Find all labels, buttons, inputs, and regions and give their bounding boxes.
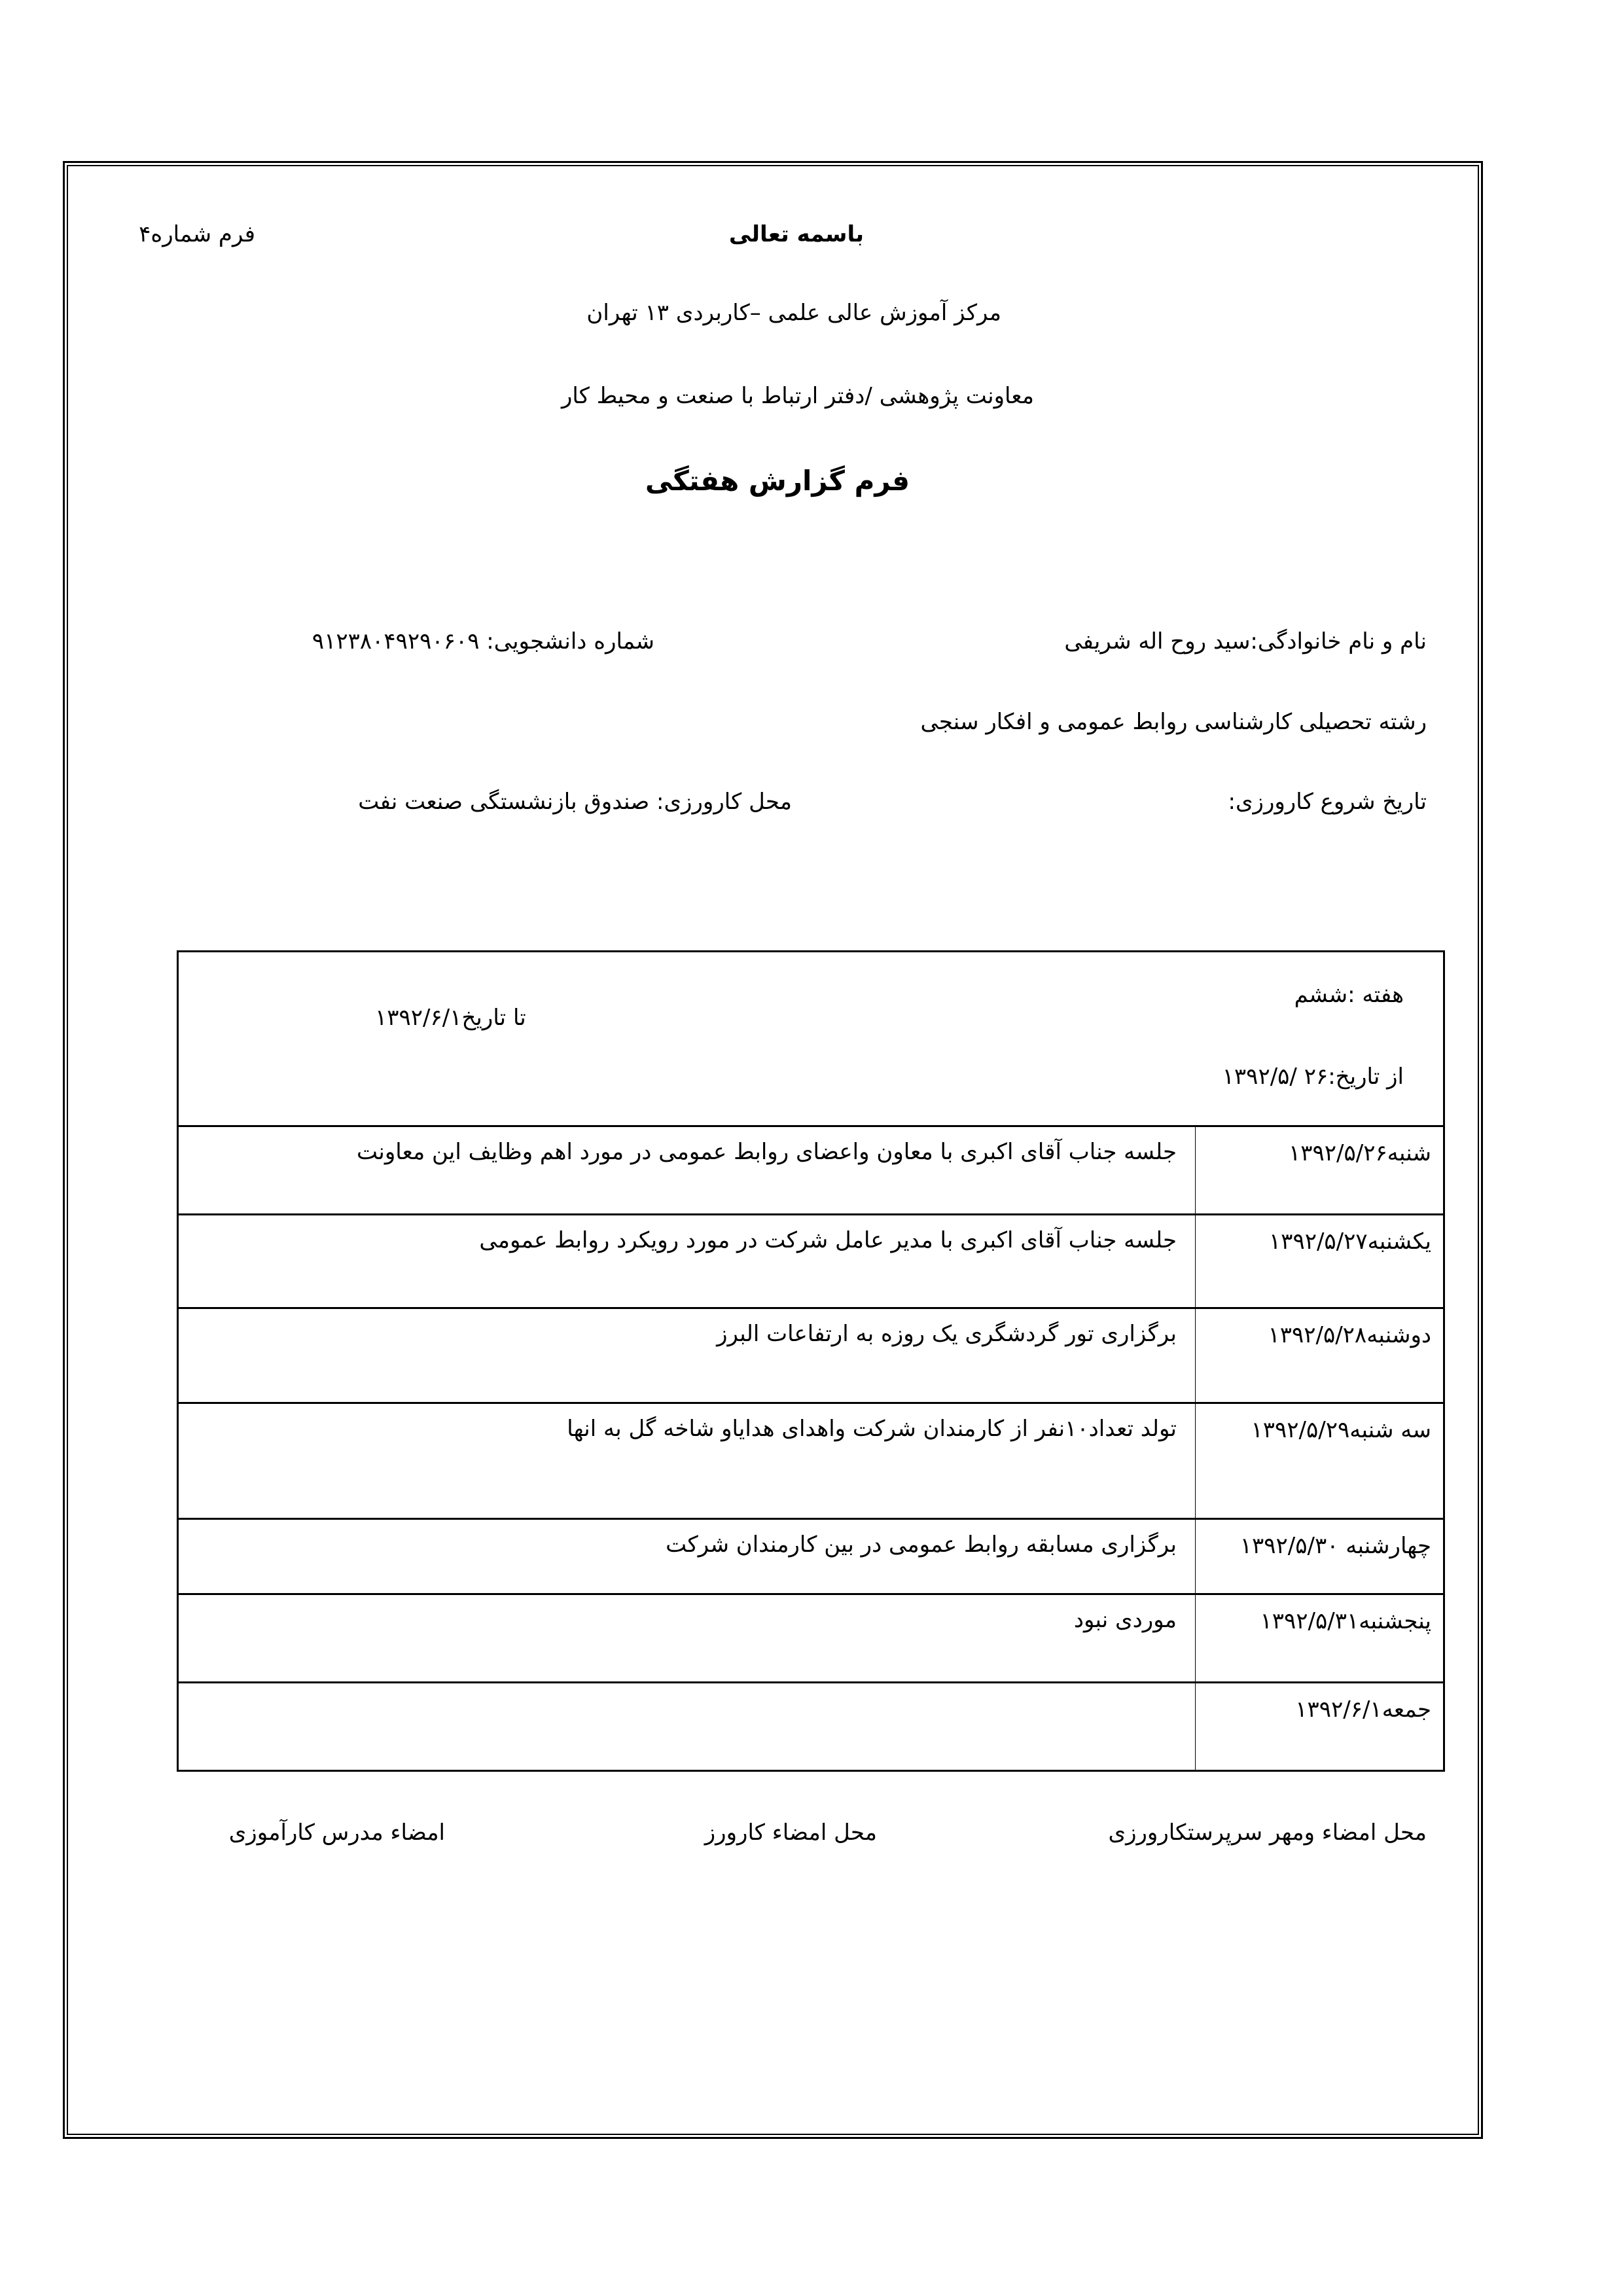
table-row xyxy=(178,1683,1444,1771)
bismillah-heading: باسمه تعالی xyxy=(728,221,864,247)
week-header-cell xyxy=(178,952,1444,1126)
supervisor-signature-label: محل امضاء ومهر سرپرستکارورزی xyxy=(1108,1820,1427,1846)
table-row xyxy=(178,1215,1444,1308)
form-title: فرم گزارش هفتگی xyxy=(645,465,910,497)
activity-cell: برگزاری مسابقه روابط عمومی در بین کارمندان شرکت xyxy=(178,1519,1196,1594)
internship-start-date-field: تاریخ شروع کارورزی: xyxy=(1228,789,1427,815)
major-field: رشته تحصیلی کارشناسی روابط عمومی و افکار سنجی xyxy=(920,709,1427,735)
intern-signature-label: محل امضاء کارورز xyxy=(704,1820,877,1846)
instructor-signature-label: امضاء مدرس کارآموزی xyxy=(228,1820,445,1846)
activity-cell: موردی نبود xyxy=(178,1594,1196,1683)
table-row xyxy=(178,1594,1444,1683)
week-to-date: تا تاریخ۱۳۹۲/۶/۱ xyxy=(375,1005,526,1031)
office-name: معاونت پژوهشی /دفتر ارتباط با صنعت و محیط کار xyxy=(561,383,1034,409)
form-number: فرم شماره۴ xyxy=(139,221,255,247)
activity-cell xyxy=(178,1683,1196,1771)
week-header-row xyxy=(178,952,1444,1126)
table-row xyxy=(178,1126,1444,1215)
day-date-cell: پنجشنبه۱۳۹۲/۵/۳۱ xyxy=(1196,1594,1444,1683)
day-date-cell: جمعه۱۳۹۲/۶/۱ xyxy=(1196,1683,1444,1771)
weekly-report-table xyxy=(177,950,1445,1772)
week-from-date: از تاریخ:۲۶ /۱۳۹۲/۵ xyxy=(1222,1064,1404,1090)
table-row xyxy=(178,1308,1444,1403)
activity-cell: برگزاری تور گردشگری یک روزه به ارتفاعات البرز xyxy=(178,1308,1196,1403)
table-row xyxy=(178,1403,1444,1519)
day-date-cell: دوشنبه۱۳۹۲/۵/۲۸ xyxy=(1196,1308,1444,1403)
activity-cell: تولد تعداد۱۰نفر از کارمندان شرکت واهدای هدایاو شاخه گل به انها xyxy=(178,1403,1196,1519)
day-date-cell: چهارشنبه ۱۳۹۲/۵/۳۰ xyxy=(1196,1519,1444,1594)
internship-location-field: محل کارورزی: صندوق بازنشستگی صنعت نفت xyxy=(358,789,792,815)
day-date-cell: شنبه۱۳۹۲/۵/۲۶ xyxy=(1196,1126,1444,1215)
student-id-field: شماره دانشجویی: ۹۱۲۳۸۰۴۹۲۹۰۶۰۹ xyxy=(312,628,654,655)
activity-cell: جلسه جناب آقای اکبری با معاون واعضای روابط عمومی در مورد اهم وظایف این معاونت xyxy=(178,1126,1196,1215)
student-name-field: نام و نام خانوادگی:سید روح اله شریفی xyxy=(1064,628,1427,655)
day-date-cell: سه شنبه۱۳۹۲/۵/۲۹ xyxy=(1196,1403,1444,1519)
table-row xyxy=(178,1519,1444,1594)
week-number: هفته :ششم xyxy=(1294,982,1404,1008)
institute-name: مرکز آموزش عالی علمی –کاربردی ۱۳ تهران xyxy=(586,300,1001,326)
day-date-cell: یکشنبه۱۳۹۲/۵/۲۷ xyxy=(1196,1215,1444,1308)
activity-cell: جلسه جناب آقای اکبری با مدیر عامل شرکت در مورد رویکرد روابط عمومی xyxy=(178,1215,1196,1308)
